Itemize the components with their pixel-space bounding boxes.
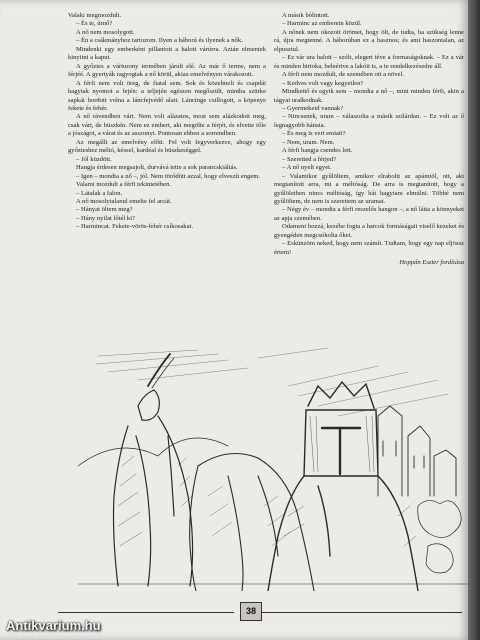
paragraph: A nő nem mosolygott. [76,28,135,36]
paragraph: A férfi nem mozdult, de szemében ott a növel. [282,71,404,79]
paragraph: A férfi hangja csendes lett. [282,147,353,155]
translator-signature: Hoppán Eszter fordítása [399,259,464,267]
paragraph: Valami mozdult a férfi tekintetében. [76,181,172,189]
paragraph: A férfi nem volt öreg, de fiatal sem. Sok és közelmeli és csapdái hagytak nyomot a fején: a teljején egészen megőszült, mintha szürke sapkát hordott volna a láncfejvédő alatt. Láncinge csillogott, a köpenye fekete és fehér. [68,79,266,112]
paragraph: – A nő nyelt egyet. [282,164,332,172]
paragraph: – Harmincat. Fekete-vörös-fehér csíkosakat. [76,223,193,231]
book-gutter [468,0,480,640]
paragraph: – Kedves volt vagy kegyetlen? [282,79,364,87]
paragraph: Az megállt az emelvény előtt. Fel volt fegyverkezve, ahogy egy győzteshez méltó, késsel, kardéal és büszkeséggel. [68,138,266,155]
right-text-column [274,12,464,268]
paragraph: Mindenki egy emberként pillantott a halott várúrra. Aztán elmentek kinyitni a kaput. [68,45,266,62]
watermark: Antikvarium.hu [6,618,101,633]
paragraph: – Harminc az emberein közül. [282,20,362,28]
paragraph: – Én a csákmányhoz tartozom. Ilyen a háború és ilyenek a nők. [76,37,243,45]
paragraph: A nő rávendben várt. Nem volt alázatos, most sem alázkodott meg, csak várt, de büszkén. Nem ez embert, aki megölte a férjét, és elvette tőle a jószágot, a várat és az asszonyt. Pontosan ebben a sorrendben. [68,113,266,138]
paragraph: – Látalak a falon. [76,189,123,197]
paragraph: – És meg is vert emiatt? [282,130,346,138]
paragraph: A nő mosolytalanul emelte fel arcát. [76,197,172,205]
knight-illustration [78,346,468,591]
footer-rule-left [58,612,234,613]
paragraph: A győztes a várturony termében járult elé. Az már ő terme, nem a férjéé. A gyertyák ragyogtak a nő körül, akiaz emelvényen várakozott. [68,62,266,79]
left-text-column [68,12,266,232]
paragraph: – Igen – mondta a nő –, jól. Nem törődött azzal, hogy elveszít engem. [76,172,261,180]
page-number: 38 [240,602,262,621]
paragraph: – Gyermekeid vannak? [282,104,344,112]
paragraph: A másik bólintott. [282,12,330,19]
paragraph: Valaki megmozdult. [68,12,122,19]
paragraph: – Szeretted a férjed? [282,155,336,163]
paragraph: Mindkettő és egyik sem – mondta a nő –, mint minden férfi, akin a tágyai uralkodnak. [274,88,464,104]
paragraph: – Nincsenek, uram – válaszolta a másik szilárdan. – Ez volt az ő legnagyobb hánata. [274,113,464,129]
paragraph: – Négy év – mondta a férfi reszelős hangon –, a nő látta a könnyeket az apja szemében. [274,206,464,222]
paragraph: – Hányat öltem meg? [76,206,133,214]
paragraph: – És te, úrnő? [76,20,113,28]
paragraph: – Nem, uram. Nem. [282,138,335,146]
paragraph: – Jól küzdött. [76,155,112,163]
paragraph: – Valamikor gyűlöltem, amikor elraboltt az apámtól, ott, aki megtanított arra, mi a méltóság. De arra is megtanított, hogy a gyűlöletben nincs méltóság, így hát hagytam elmúlni. Többé nem gyűlöltem, de nem is szerettem az uramat. [274,172,464,205]
footer-rule-right [262,612,462,613]
paragraph: – Eskünzöm neked, hogy nem számít. Tudtam, hogy egy nap eljössz értem! [274,240,464,256]
paragraph: – Hány nyilat lőtél ki? [76,214,135,222]
paragraph: A nőnek nem okozott örömet, hogy ölt, de tudta, ha szükség lenne rá, újra megtenné. A háborúban ez a hasznos; és ami haszontalan, az elpusztul. [274,28,464,53]
paragraph: Odament hozzá, kezébe fogta a harcok formáságait viselő kezeket és gyengéden megcsókolta őket. [274,223,464,239]
paragraph: Hangja érdesen megsajolt, durvává tette a sok parancskiáltás. [76,164,238,172]
paragraph: – Ez vár ura halott – szólt, elegert téve a formaságoknak. – Ez a vár és minden birtoka, beleértve a lakóit is, a te rendelkezésedre áll. [274,54,464,70]
